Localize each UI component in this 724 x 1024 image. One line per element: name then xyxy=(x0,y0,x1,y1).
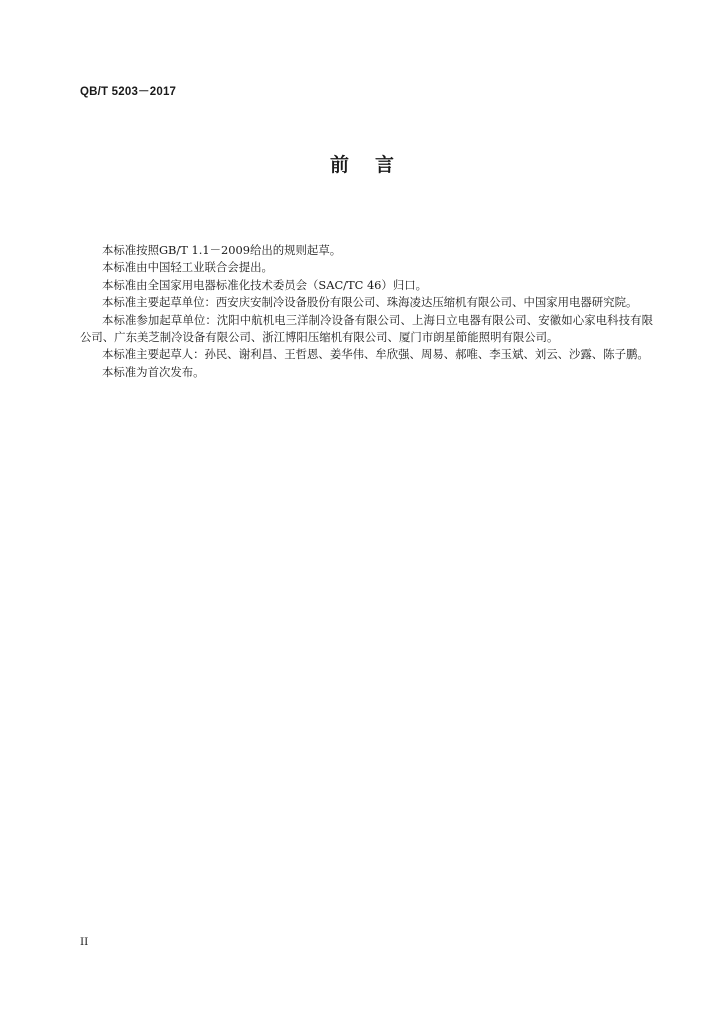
paragraph-drafting-rules: 本标准按照GB/T 1.1－2009给出的规则起草。 xyxy=(102,243,342,257)
paragraph-proposer: 本标准由中国轻工业联合会提出。 xyxy=(102,260,273,275)
paragraph-first-release: 本标准为首次发布。 xyxy=(102,364,205,379)
foreword-body xyxy=(80,242,653,381)
standard-code: QB/T 5203－2017 xyxy=(80,86,177,98)
paragraph-participating-units: 本标准参加起草单位：沈阳中航机电三洋制冷设备有限公司、上海日立电器有限公司、安徽如心家电科技有限公司、广东美芝制冷设备有限公司、浙江博阳压缩机有限公司、厦门市朗星節能照明有限公司。 xyxy=(80,312,653,345)
paragraph-main-drafting-units: 本标准主要起草单位：西安庆安制冷设备股份有限公司、珠海凌达压缩机有限公司、中国家用电器研究院。 xyxy=(102,295,638,310)
page-title: 前言 xyxy=(329,154,420,176)
paragraph-responsible-committee: 本标准由全国家用电器标准化技术委员会（SAC/TC 46）归口。 xyxy=(102,277,427,292)
page-number: II xyxy=(80,936,89,948)
paragraph-main-drafters: 本标准主要起草人：孙民、谢利昌、王哲恩、姜华伟、牟欣强、周易、郝唯、李玉斌、刘云、沙露、陈子鹏。 xyxy=(102,347,649,362)
